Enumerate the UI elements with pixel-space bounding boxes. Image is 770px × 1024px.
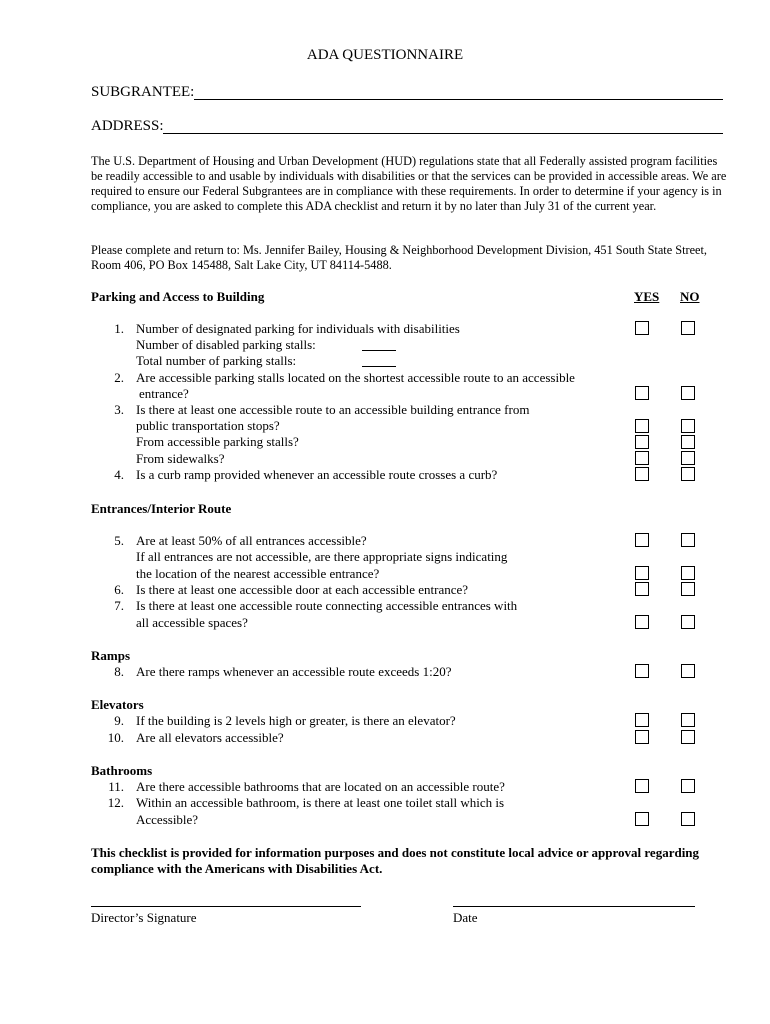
q3-parking-yes-checkbox[interactable] bbox=[635, 435, 649, 449]
question-7-text-cont: all accessible spaces? bbox=[136, 615, 248, 630]
question-3-sub-parking: From accessible parking stalls? bbox=[136, 434, 299, 449]
q11-yes-checkbox[interactable] bbox=[635, 779, 649, 793]
q5-signs-yes-checkbox[interactable] bbox=[635, 566, 649, 580]
q3-transit-yes-checkbox[interactable] bbox=[635, 419, 649, 433]
question-5-sub-signs: If all entrances are not accessible, are there appropriate signs indicating bbox=[136, 549, 508, 564]
total-stalls-count-field[interactable] bbox=[362, 366, 396, 367]
question-number: 1. bbox=[114, 321, 124, 336]
q2-yes-checkbox[interactable] bbox=[635, 386, 649, 400]
subgrantee-field[interactable] bbox=[194, 99, 723, 100]
q3-sidewalks-yes-checkbox[interactable] bbox=[635, 451, 649, 465]
subgrantee-label: SUBGRANTEE: bbox=[91, 84, 195, 100]
question-11-text: Are there accessible bathrooms that are located on an accessible route? bbox=[136, 779, 505, 794]
q8-yes-checkbox[interactable] bbox=[635, 664, 649, 678]
question-12-text-cont: Accessible? bbox=[136, 812, 199, 827]
q3-parking-no-checkbox[interactable] bbox=[681, 435, 695, 449]
yes-column-header: YES bbox=[634, 289, 660, 304]
disclaimer-note: This checklist is provided for information purposes and does not constitute local advice or approval regarding compliance with the Americans with Disabilities Act. bbox=[91, 845, 700, 876]
question-number: 12. bbox=[107, 795, 124, 810]
question-1-sub-disabled-stalls: Number of disabled parking stalls: bbox=[136, 337, 316, 352]
return-instructions: Please complete and return to: Ms. Jennifer Bailey, Housing & Neighborhood Development Division, 451 South State Street, Room 406, PO Box 145488, Salt Lake City, UT 84114-5488. bbox=[91, 243, 707, 272]
section-heading-ramps: Ramps bbox=[91, 648, 131, 663]
question-9-text: If the building is 2 levels high or greater, is there an elevator? bbox=[136, 713, 456, 728]
section-heading-parking: Parking and Access to Building bbox=[91, 289, 265, 304]
question-2-text-cont: entrance? bbox=[139, 386, 189, 401]
intro-paragraph: The U.S. Department of Housing and Urban Development (HUD) regulations state that all Federally assisted program facilities be readily accessible to and usable by individuals with disabilities or that the services can be provided in accessible areas. We are required to ensure our Federal Subgrantees are in compliance with these requirements. In order to determine if your agency is in compliance, you are asked to complete this ADA checklist and return it by no later than July 31 of the current year. bbox=[91, 154, 727, 213]
question-5-text: Are at least 50% of all entrances accessible? bbox=[136, 533, 367, 548]
q7-no-checkbox[interactable] bbox=[681, 615, 695, 629]
q12-yes-checkbox[interactable] bbox=[635, 812, 649, 826]
question-number: 4. bbox=[114, 467, 124, 482]
question-3-sub-transit: public transportation stops? bbox=[136, 418, 280, 433]
question-number: 9. bbox=[114, 713, 124, 728]
director-signature-label: Director’s Signature bbox=[91, 910, 197, 925]
q12-no-checkbox[interactable] bbox=[681, 812, 695, 826]
q6-yes-checkbox[interactable] bbox=[635, 582, 649, 596]
question-2-text: Are accessible parking stalls located on the shortest accessible route to an accessible bbox=[136, 370, 575, 385]
question-8-text: Are there ramps whenever an accessible route exceeds 1:20? bbox=[136, 664, 452, 679]
question-number: 7. bbox=[114, 598, 124, 613]
address-field[interactable] bbox=[163, 133, 723, 134]
question-10-text: Are all elevators accessible? bbox=[136, 730, 284, 745]
q2-no-checkbox[interactable] bbox=[681, 386, 695, 400]
q10-no-checkbox[interactable] bbox=[681, 730, 695, 744]
question-7-text: Is there at least one accessible route connecting accessible entrances with bbox=[136, 598, 518, 613]
question-6-text: Is there at least one accessible door at each accessible entrance? bbox=[136, 582, 469, 597]
section-heading-elevators: Elevators bbox=[91, 697, 144, 712]
question-3-text: Is there at least one accessible route to an accessible building entrance from bbox=[136, 402, 530, 417]
q1-yes-checkbox[interactable] bbox=[635, 321, 649, 335]
date-label: Date bbox=[453, 910, 478, 925]
q5-yes-checkbox[interactable] bbox=[635, 533, 649, 547]
no-column-header: NO bbox=[680, 289, 700, 304]
q8-no-checkbox[interactable] bbox=[681, 664, 695, 678]
question-1-sub-total-stalls: Total number of parking stalls: bbox=[136, 353, 297, 368]
q4-yes-checkbox[interactable] bbox=[635, 467, 649, 481]
question-number: 2. bbox=[114, 370, 124, 385]
q3-sidewalks-no-checkbox[interactable] bbox=[681, 451, 695, 465]
question-4-text: Is a curb ramp provided whenever an accessible route crosses a curb? bbox=[136, 467, 498, 482]
question-number: 11. bbox=[108, 779, 124, 794]
question-number: 3. bbox=[114, 402, 124, 417]
date-field[interactable] bbox=[453, 906, 695, 907]
disabled-stalls-count-field[interactable] bbox=[362, 350, 396, 351]
section-heading-bathrooms: Bathrooms bbox=[91, 763, 153, 778]
q5-signs-no-checkbox[interactable] bbox=[681, 566, 695, 580]
question-12-text: Within an accessible bathroom, is there at least one toilet stall which is bbox=[136, 795, 505, 810]
address-label: ADDRESS: bbox=[91, 118, 164, 134]
q7-yes-checkbox[interactable] bbox=[635, 615, 649, 629]
q9-yes-checkbox[interactable] bbox=[635, 713, 649, 727]
section-heading-entrances: Entrances/Interior Route bbox=[91, 501, 232, 516]
q9-no-checkbox[interactable] bbox=[681, 713, 695, 727]
question-5-sub-signs-cont: the location of the nearest accessible entrance? bbox=[136, 566, 380, 581]
question-number: 5. bbox=[114, 533, 124, 548]
q5-no-checkbox[interactable] bbox=[681, 533, 695, 547]
page-title: ADA QUESTIONNAIRE bbox=[306, 47, 464, 63]
question-number: 8. bbox=[114, 664, 124, 679]
q6-no-checkbox[interactable] bbox=[681, 582, 695, 596]
q4-no-checkbox[interactable] bbox=[681, 467, 695, 481]
question-3-sub-sidewalks: From sidewalks? bbox=[136, 451, 225, 466]
q3-transit-no-checkbox[interactable] bbox=[681, 419, 695, 433]
director-signature-field[interactable] bbox=[91, 906, 361, 907]
q11-no-checkbox[interactable] bbox=[681, 779, 695, 793]
question-number: 6. bbox=[114, 582, 124, 597]
question-number: 10. bbox=[107, 730, 124, 745]
q1-no-checkbox[interactable] bbox=[681, 321, 695, 335]
q10-yes-checkbox[interactable] bbox=[635, 730, 649, 744]
question-1-text: Number of designated parking for individuals with disabilities bbox=[136, 321, 460, 336]
